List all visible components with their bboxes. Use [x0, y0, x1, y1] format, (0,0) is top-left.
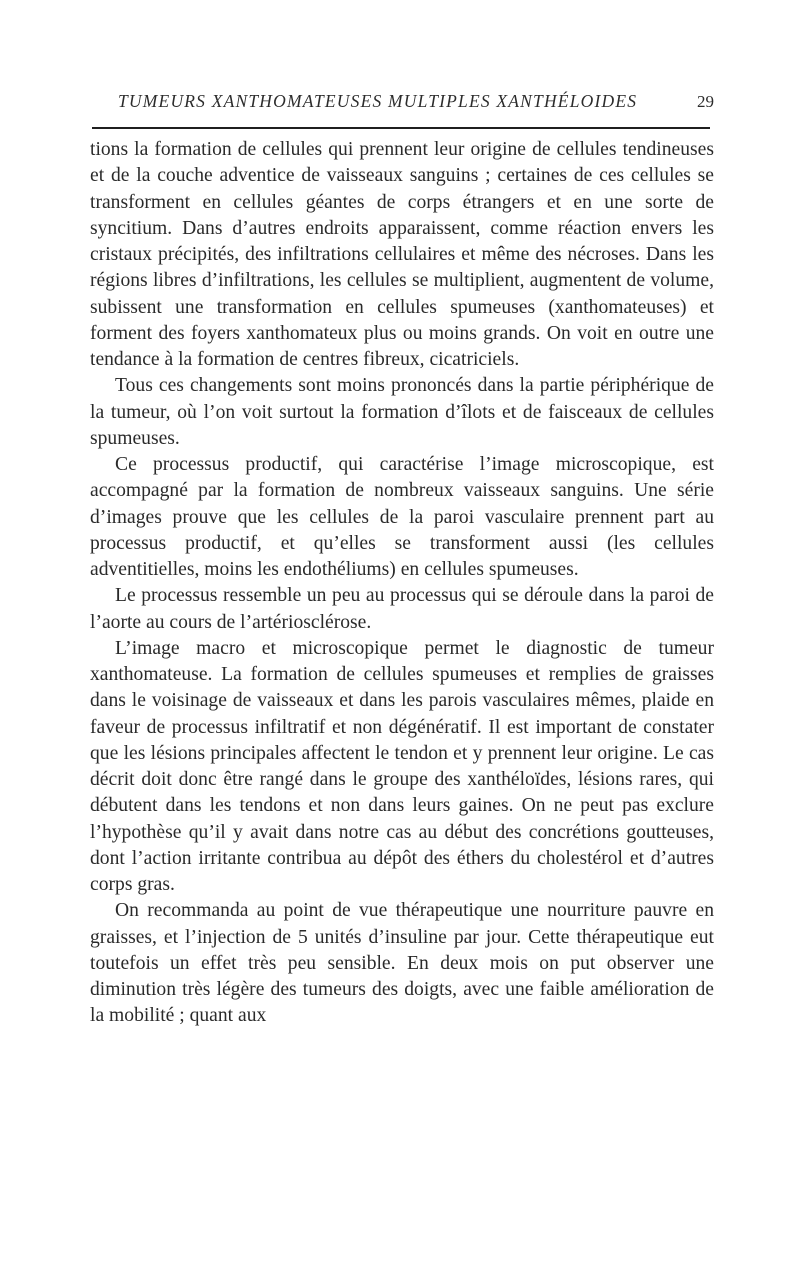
- page-number: 29: [697, 92, 714, 111]
- paragraph: On recommanda au point de vue thérapeutique une nourriture pauvre en graisses, et l’injection de 5 unités d’insuline par jour. Cette thérapeutique eut toutefois un effet très peu sensible. En deux mois on put observer une diminution très légère des tumeurs des doigts, avec une faible amélioration de la mobilité ; quant aux: [90, 900, 714, 1027]
- paragraph-continued: tions la formation de cellules qui prennent leur origine de cellules tendineuses et de la couche adventice de vaisseaux sanguins ; certaines de ces cellules se transforment en cellules géantes de corps étrangers et en une sorte de syncitium. Dans d’autres endroits apparaissent, comme réaction envers les cristaux précipités, des infiltrations cellulaires et même des nécroses. Dans les régions libres d’infiltrations, les cellules se multiplient, augmentent de volume, subissent une transformation en cellules spumeuses (xanthomateuses) et forment des foyers xanthomateux plus ou moins grands. On voit en outre une tendance à la formation de centres fibreux, cicatriciels.: [90, 139, 714, 370]
- header-rule: [92, 127, 710, 129]
- paragraph: Tous ces changements sont moins prononcés dans la partie périphérique de la tumeur, où l’on voit surtout la formation d’îlots et de faisceaux de cellules spumeuses.: [90, 375, 714, 449]
- paragraph: L’image macro et microscopique permet le diagnostic de tumeur xanthomateuse. La formation de cellules spumeuses et remplies de graisses dans le voisinage de vaisseaux et dans les parois vasculaires mêmes, plaide en faveur de processus infiltratif et non dégénératif. Il est important de constater que les lésions principales affectent le tendon et y prennent leur origine. Le cas décrit doit donc être rangé dans le groupe des xanthéloïdes, lésions rares, qui débutent dans les tendons et non dans leurs gaines. On ne peut pas exclure l’hypothèse qu’il y avait dans notre cas au début des concrétions goutteuses, dont l’action irritante contribua au dépôt des éthers du cholestérol et d’autres corps gras.: [90, 637, 714, 895]
- running-head: [90, 91, 714, 119]
- paragraph: Le processus ressemble un peu au processus qui se déroule dans la paroi de l’aorte au cours de l’artériosclérose.: [90, 585, 714, 633]
- running-title: TUMEURS XANTHOMATEUSES MULTIPLES XANTHÉLOIDES: [118, 91, 638, 111]
- body-text: [90, 137, 714, 1030]
- paragraph: Ce processus productif, qui caractérise l’image microscopique, est accompagné par la formation de nombreux vaisseaux sanguins. Une série d’images prouve que les cellules de la paroi vasculaire prennent part au processus productif, et qu’elles se transforment aussi (les cellules adventitielles, moins les endothéliums) en cellules spumeuses.: [90, 454, 714, 580]
